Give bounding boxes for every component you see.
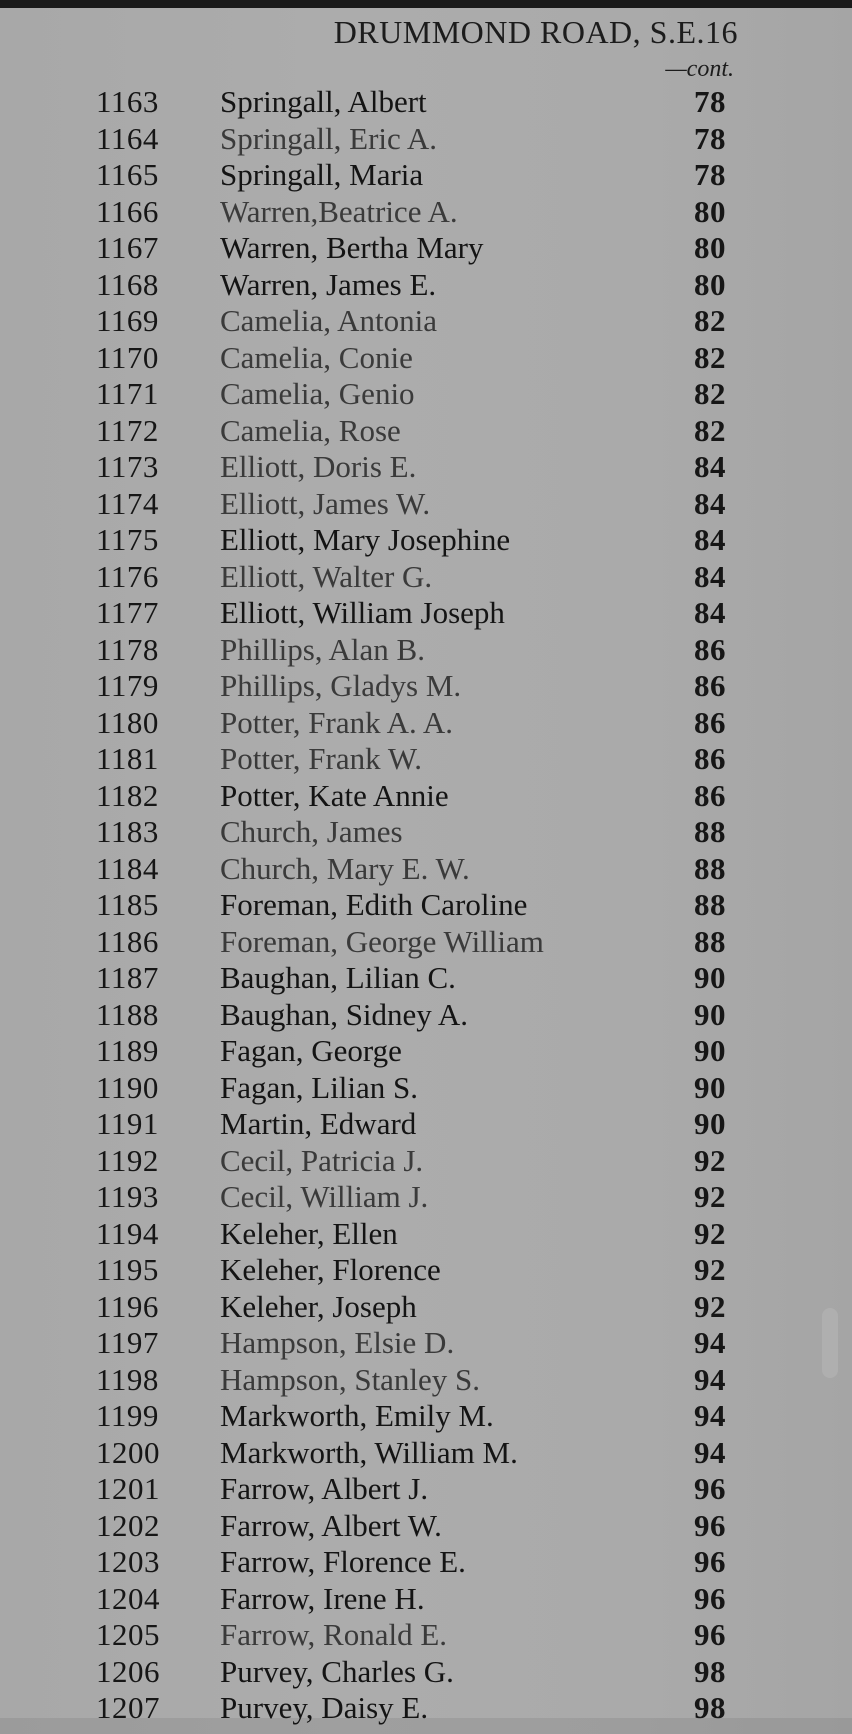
entry-number: 1182 bbox=[96, 777, 159, 813]
entry-number: 1202 bbox=[96, 1507, 160, 1543]
register-entry bbox=[0, 230, 852, 267]
entry-number: 1196 bbox=[96, 1288, 159, 1324]
house-number: 78 bbox=[694, 157, 726, 192]
elector-name: Cecil, William J. bbox=[220, 1179, 429, 1214]
entry-number: 1184 bbox=[96, 850, 159, 886]
elector-name: Potter, Frank W. bbox=[220, 741, 422, 776]
elector-name: Warren,Beatrice A. bbox=[220, 193, 458, 229]
register-entry bbox=[0, 267, 852, 304]
house-number: 86 bbox=[694, 741, 726, 776]
register-entry bbox=[0, 960, 852, 997]
house-number: 80 bbox=[694, 193, 726, 229]
house-number: 92 bbox=[694, 1252, 726, 1287]
entry-number: 1177 bbox=[96, 595, 159, 630]
house-number: 84 bbox=[694, 558, 726, 594]
entry-number: 1206 bbox=[96, 1653, 160, 1689]
elector-name: Keleher, Ellen bbox=[220, 1215, 398, 1251]
elector-name: Keleher, Joseph bbox=[220, 1288, 417, 1324]
top-edge-strip bbox=[0, 0, 852, 8]
elector-name: Elliott, Walter G. bbox=[220, 558, 433, 594]
elector-name: Baughan, Sidney A. bbox=[220, 996, 468, 1032]
house-number: 98 bbox=[694, 1653, 726, 1689]
elector-name: Phillips, Gladys M. bbox=[220, 668, 462, 703]
street-heading: DRUMMOND ROAD, S.E.16 bbox=[333, 14, 738, 50]
entry-number: 1181 bbox=[96, 741, 159, 776]
house-number: 80 bbox=[694, 230, 726, 265]
register-entry bbox=[0, 814, 852, 851]
entry-number: 1185 bbox=[96, 887, 159, 922]
house-number: 96 bbox=[694, 1544, 726, 1579]
elector-name: Farrow, Albert J. bbox=[220, 1471, 429, 1506]
entry-number: 1193 bbox=[96, 1179, 159, 1214]
register-entry bbox=[0, 1398, 852, 1435]
house-number: 94 bbox=[694, 1361, 726, 1397]
entry-number: 1203 bbox=[96, 1544, 160, 1579]
entry-number: 1173 bbox=[96, 449, 159, 484]
elector-name: Farrow, Albert W. bbox=[220, 1507, 442, 1543]
house-number: 96 bbox=[694, 1507, 726, 1543]
elector-name: Warren, Bertha Mary bbox=[220, 230, 484, 265]
house-number: 90 bbox=[694, 960, 726, 995]
house-number: 78 bbox=[694, 120, 726, 156]
entry-number: 1167 bbox=[96, 230, 159, 265]
house-number: 84 bbox=[694, 595, 726, 630]
register-entry bbox=[0, 1143, 852, 1180]
entry-number: 1187 bbox=[96, 960, 159, 995]
elector-name: Potter, Kate Annie bbox=[220, 777, 449, 813]
entry-number: 1164 bbox=[96, 120, 159, 156]
house-number: 88 bbox=[694, 850, 726, 886]
register-entry bbox=[0, 887, 852, 924]
entry-number: 1171 bbox=[96, 376, 159, 411]
elector-name: Purvey, Daisy E. bbox=[220, 1690, 429, 1725]
entry-number: 1199 bbox=[96, 1398, 159, 1433]
entry-number: 1178 bbox=[96, 631, 159, 667]
elector-name: Camelia, Antonia bbox=[220, 303, 437, 338]
continued-note: —cont. bbox=[665, 56, 734, 82]
entry-number: 1190 bbox=[96, 1069, 159, 1105]
register-entry bbox=[0, 668, 852, 705]
register-entry bbox=[0, 1544, 852, 1581]
register-entry bbox=[0, 924, 852, 961]
elector-name: Springall, Albert bbox=[220, 84, 427, 119]
register-entry bbox=[0, 632, 852, 669]
house-number: 96 bbox=[694, 1580, 726, 1616]
entry-number: 1166 bbox=[96, 193, 159, 229]
house-number: 94 bbox=[694, 1398, 726, 1433]
register-entry bbox=[0, 449, 852, 486]
register-entry bbox=[0, 1508, 852, 1545]
house-number: 86 bbox=[694, 704, 726, 740]
elector-name: Foreman, Edith Caroline bbox=[220, 887, 528, 922]
entry-number: 1179 bbox=[96, 668, 159, 703]
register-page bbox=[0, 8, 852, 1734]
entry-number: 1183 bbox=[96, 814, 159, 849]
house-number: 92 bbox=[694, 1288, 726, 1324]
house-number: 92 bbox=[694, 1215, 726, 1251]
elector-name: Fagan, George bbox=[220, 1033, 402, 1068]
house-number: 90 bbox=[694, 1106, 726, 1141]
elector-name: Phillips, Alan B. bbox=[220, 631, 425, 667]
house-number: 86 bbox=[694, 668, 726, 703]
elector-name: Springall, Maria bbox=[220, 157, 424, 192]
register-entry bbox=[0, 1106, 852, 1143]
elector-name: Purvey, Charles G. bbox=[220, 1653, 454, 1689]
register-entry bbox=[0, 1289, 852, 1326]
elector-name: Springall, Eric A. bbox=[220, 120, 437, 156]
register-entry bbox=[0, 376, 852, 413]
elector-name: Camelia, Conie bbox=[220, 339, 413, 375]
entry-number: 1197 bbox=[96, 1325, 159, 1360]
register-entry bbox=[0, 1070, 852, 1107]
elector-name: Church, James bbox=[220, 814, 403, 849]
entry-number: 1195 bbox=[96, 1252, 159, 1287]
house-number: 98 bbox=[694, 1690, 726, 1725]
register-entry bbox=[0, 413, 852, 450]
entry-number: 1205 bbox=[96, 1617, 160, 1652]
register-entry bbox=[0, 778, 852, 815]
entry-number: 1201 bbox=[96, 1471, 160, 1506]
house-number: 80 bbox=[694, 266, 726, 302]
register-entry bbox=[0, 1216, 852, 1253]
register-entry bbox=[0, 595, 852, 632]
register-entry bbox=[0, 121, 852, 158]
elector-name: Cecil, Patricia J. bbox=[220, 1142, 424, 1178]
electoral-roll-list bbox=[0, 84, 852, 1727]
house-number: 84 bbox=[694, 449, 726, 484]
house-number: 96 bbox=[694, 1471, 726, 1506]
entry-number: 1176 bbox=[96, 558, 159, 594]
entry-number: 1198 bbox=[96, 1361, 159, 1397]
entry-number: 1186 bbox=[96, 923, 159, 959]
elector-name: Foreman, George William bbox=[220, 923, 544, 959]
register-entry bbox=[0, 84, 852, 121]
entry-number: 1175 bbox=[96, 522, 159, 557]
register-entry bbox=[0, 486, 852, 523]
register-entry bbox=[0, 1033, 852, 1070]
register-entry bbox=[0, 997, 852, 1034]
entry-number: 1194 bbox=[96, 1215, 159, 1251]
entry-number: 1172 bbox=[96, 412, 159, 448]
house-number: 88 bbox=[694, 887, 726, 922]
house-number: 82 bbox=[694, 303, 726, 338]
house-number: 90 bbox=[694, 1033, 726, 1068]
house-number: 84 bbox=[694, 522, 726, 557]
elector-name: Warren, James E. bbox=[220, 266, 437, 302]
entry-number: 1189 bbox=[96, 1033, 159, 1068]
elector-name: Farrow, Irene H. bbox=[220, 1580, 425, 1616]
elector-name: Baughan, Lilian C. bbox=[220, 960, 456, 995]
entry-number: 1165 bbox=[96, 157, 159, 192]
elector-name: Markworth, Emily M. bbox=[220, 1398, 494, 1433]
entry-number: 1169 bbox=[96, 303, 159, 338]
house-number: 90 bbox=[694, 1069, 726, 1105]
register-entry bbox=[0, 303, 852, 340]
elector-name: Farrow, Florence E. bbox=[220, 1544, 466, 1579]
house-number: 92 bbox=[694, 1142, 726, 1178]
entry-number: 1191 bbox=[96, 1106, 159, 1141]
register-entry bbox=[0, 1471, 852, 1508]
register-entry bbox=[0, 1435, 852, 1472]
house-number: 84 bbox=[694, 485, 726, 521]
entry-number: 1168 bbox=[96, 266, 159, 302]
entry-number: 1180 bbox=[96, 704, 159, 740]
elector-name: Martin, Edward bbox=[220, 1106, 417, 1141]
house-number: 82 bbox=[694, 412, 726, 448]
register-entry bbox=[0, 157, 852, 194]
house-number: 86 bbox=[694, 631, 726, 667]
register-entry bbox=[0, 851, 852, 888]
elector-name: Markworth, William M. bbox=[220, 1434, 518, 1470]
entry-number: 1207 bbox=[96, 1690, 160, 1725]
house-number: 94 bbox=[694, 1434, 726, 1470]
house-number: 94 bbox=[694, 1325, 726, 1360]
register-entry bbox=[0, 1654, 852, 1691]
register-entry bbox=[0, 1362, 852, 1399]
entry-number: 1192 bbox=[96, 1142, 159, 1178]
register-entry bbox=[0, 705, 852, 742]
house-number: 88 bbox=[694, 814, 726, 849]
register-entry bbox=[0, 1617, 852, 1654]
elector-name: Hampson, Elsie D. bbox=[220, 1325, 455, 1360]
elector-name: Keleher, Florence bbox=[220, 1252, 441, 1287]
house-number: 90 bbox=[694, 996, 726, 1032]
entry-number: 1200 bbox=[96, 1434, 160, 1470]
house-number: 92 bbox=[694, 1179, 726, 1214]
house-number: 88 bbox=[694, 923, 726, 959]
paper-mark bbox=[822, 1308, 838, 1378]
elector-name: Potter, Frank A. A. bbox=[220, 704, 453, 740]
elector-name: Elliott, Mary Josephine bbox=[220, 522, 511, 557]
house-number: 82 bbox=[694, 339, 726, 375]
register-entry bbox=[0, 559, 852, 596]
house-number: 96 bbox=[694, 1617, 726, 1652]
elector-name: Elliott, James W. bbox=[220, 485, 431, 521]
register-entry bbox=[0, 194, 852, 231]
entry-number: 1163 bbox=[96, 84, 159, 119]
entry-number: 1174 bbox=[96, 485, 159, 521]
register-entry bbox=[0, 741, 852, 778]
register-entry bbox=[0, 340, 852, 377]
house-number: 78 bbox=[694, 84, 726, 119]
elector-name: Farrow, Ronald E. bbox=[220, 1617, 448, 1652]
elector-name: Elliott, Doris E. bbox=[220, 449, 417, 484]
elector-name: Camelia, Rose bbox=[220, 412, 401, 448]
bottom-shadow bbox=[0, 1718, 852, 1734]
register-entry bbox=[0, 1581, 852, 1618]
elector-name: Elliott, William Joseph bbox=[220, 595, 505, 630]
elector-name: Fagan, Lilian S. bbox=[220, 1069, 419, 1105]
house-number: 86 bbox=[694, 777, 726, 813]
entry-number: 1204 bbox=[96, 1580, 160, 1616]
register-entry bbox=[0, 1252, 852, 1289]
entry-number: 1188 bbox=[96, 996, 159, 1032]
register-entry bbox=[0, 1325, 852, 1362]
register-entry bbox=[0, 1179, 852, 1216]
elector-name: Camelia, Genio bbox=[220, 376, 415, 411]
elector-name: Church, Mary E. W. bbox=[220, 850, 470, 886]
house-number: 82 bbox=[694, 376, 726, 411]
elector-name: Hampson, Stanley S. bbox=[220, 1361, 481, 1397]
entry-number: 1170 bbox=[96, 339, 159, 375]
register-entry bbox=[0, 522, 852, 559]
